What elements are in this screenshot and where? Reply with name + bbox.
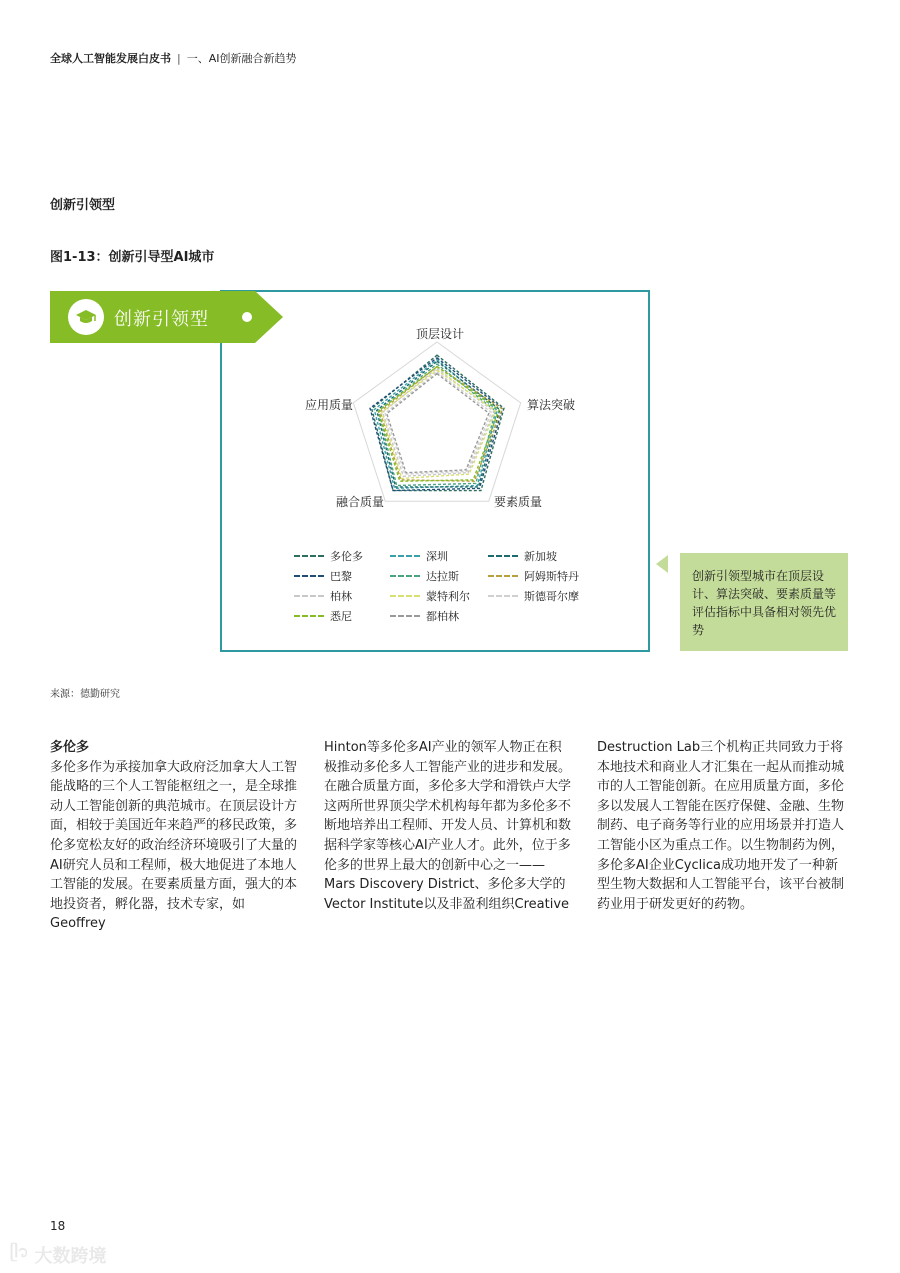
radar-axis-label: 算法突破 <box>527 398 576 412</box>
legend-item <box>390 548 448 564</box>
legend-item <box>294 588 352 604</box>
page-number: 18 <box>50 1219 66 1233</box>
legend-swatch <box>390 615 420 617</box>
legend-label: 深圳 <box>426 550 448 563</box>
report-title: 全球人工智能发展白皮书 <box>50 52 171 65</box>
article-column-1 <box>50 738 300 934</box>
watermark <box>10 1240 106 1269</box>
article-column-2 <box>324 738 574 914</box>
watermark-logo-icon: ᥫ᭡ <box>10 1242 29 1261</box>
radar-axis-label: 顶层设计 <box>416 327 465 341</box>
legend-swatch <box>294 615 324 617</box>
legend-item <box>294 608 352 624</box>
legend-label: 阿姆斯特丹 <box>524 570 579 583</box>
legend-label: 蒙特利尔 <box>426 590 470 603</box>
legend-label: 巴黎 <box>330 570 352 583</box>
radar-axis-label: 应用质量 <box>305 398 354 412</box>
figure-title: 图1-13：创新引导型AI城市 <box>50 250 215 265</box>
banner-label: 创新引领型 <box>114 309 209 330</box>
legend-label: 斯德哥尔摩 <box>524 590 579 603</box>
radar-axis-label: 要素质量 <box>494 495 543 509</box>
graduation-cap-icon <box>68 299 104 335</box>
article-paragraph-3: Destruction Lab三个机构正共同致力于将本地技术和商业人才汇集在一起从而推动城市的人工智能创新。在应用质量方面，多伦多以发展人工智能在医疗保健、金融、生物制药、电子商务等行业的应用场景并打造人工智能小区为重点工作。以生物制药为例，多伦多AI企业Cyclica成功地开发了一种新型生物大数据和人工智能平台，该平台被制药业用于研发更好的药物。 <box>597 740 845 912</box>
article-heading: 多伦多 <box>50 740 90 755</box>
legend-label: 都柏林 <box>426 610 459 623</box>
legend-swatch <box>294 575 324 577</box>
legend-swatch <box>390 555 420 557</box>
banner-arrow <box>255 291 283 343</box>
article-column-3 <box>597 738 847 914</box>
banner-dot <box>242 312 252 322</box>
legend-item <box>294 548 363 564</box>
legend-label: 达拉斯 <box>426 570 459 583</box>
callout-arrow <box>656 555 668 573</box>
legend-item <box>390 608 459 624</box>
watermark-text: 大数跨境 <box>34 1245 107 1267</box>
legend-swatch <box>488 575 518 577</box>
section-title: 创新引领型 <box>50 198 116 213</box>
legend-swatch <box>488 595 518 597</box>
legend-swatch <box>294 595 324 597</box>
chapter-title: 一、AI创新融合新趋势 <box>186 52 297 65</box>
legend-swatch <box>390 595 420 597</box>
legend-item <box>488 568 579 584</box>
legend-swatch <box>390 575 420 577</box>
radar-axis-label: 融合质量 <box>336 495 385 509</box>
source-note: 来源：德勤研究 <box>50 689 120 700</box>
legend-swatch <box>488 555 518 557</box>
legend-item <box>390 568 459 584</box>
legend-item <box>390 588 470 604</box>
legend-item <box>488 548 557 564</box>
legend-label: 新加坡 <box>524 550 557 563</box>
legend-item <box>294 568 352 584</box>
callout-box: 创新引领型城市在顶层设计、算法突破、要素质量等评估指标中具备相对领先优势 <box>680 553 848 651</box>
running-header: 全球人工智能发展白皮书 | 一、AI创新融合新趋势 <box>50 52 297 65</box>
legend-item <box>488 588 579 604</box>
article-paragraph-1: 多伦多作为承接加拿大政府泛加拿大人工智能战略的三个人工智能枢纽之一，是全球推动人工智能创新的典范城市。在顶层设计方面，相较于美国近年来趋严的移民政策，多伦多宽松友好的政治经济环境吸引了大量的AI研究人员和工程师，极大地促进了本地人工智能的发展。在要素质量方面，强大的本地投资者，孵化器，技术专家，如Geoffrey <box>50 759 298 932</box>
article-paragraph-2: Hinton等多伦多AI产业的领军人物正在积极推动多伦多人工智能产业的进步和发展。在融合质量方面，多伦多大学和滑铁卢大学这两所世界顶尖学术机构每年都为多伦多不断地培养出工程师、开发人员、计算机和数据科学家等核心AI产业人才。此外，位于多伦多的世界上最大的创新中心之一——Mars Discovery District、多伦多大学的Vector Institute以及非盈利组织Creative <box>324 740 572 912</box>
legend-swatch <box>294 555 324 557</box>
legend-label: 多伦多 <box>330 550 363 563</box>
legend-label: 悉尼 <box>330 610 352 623</box>
legend-label: 柏林 <box>330 590 352 603</box>
